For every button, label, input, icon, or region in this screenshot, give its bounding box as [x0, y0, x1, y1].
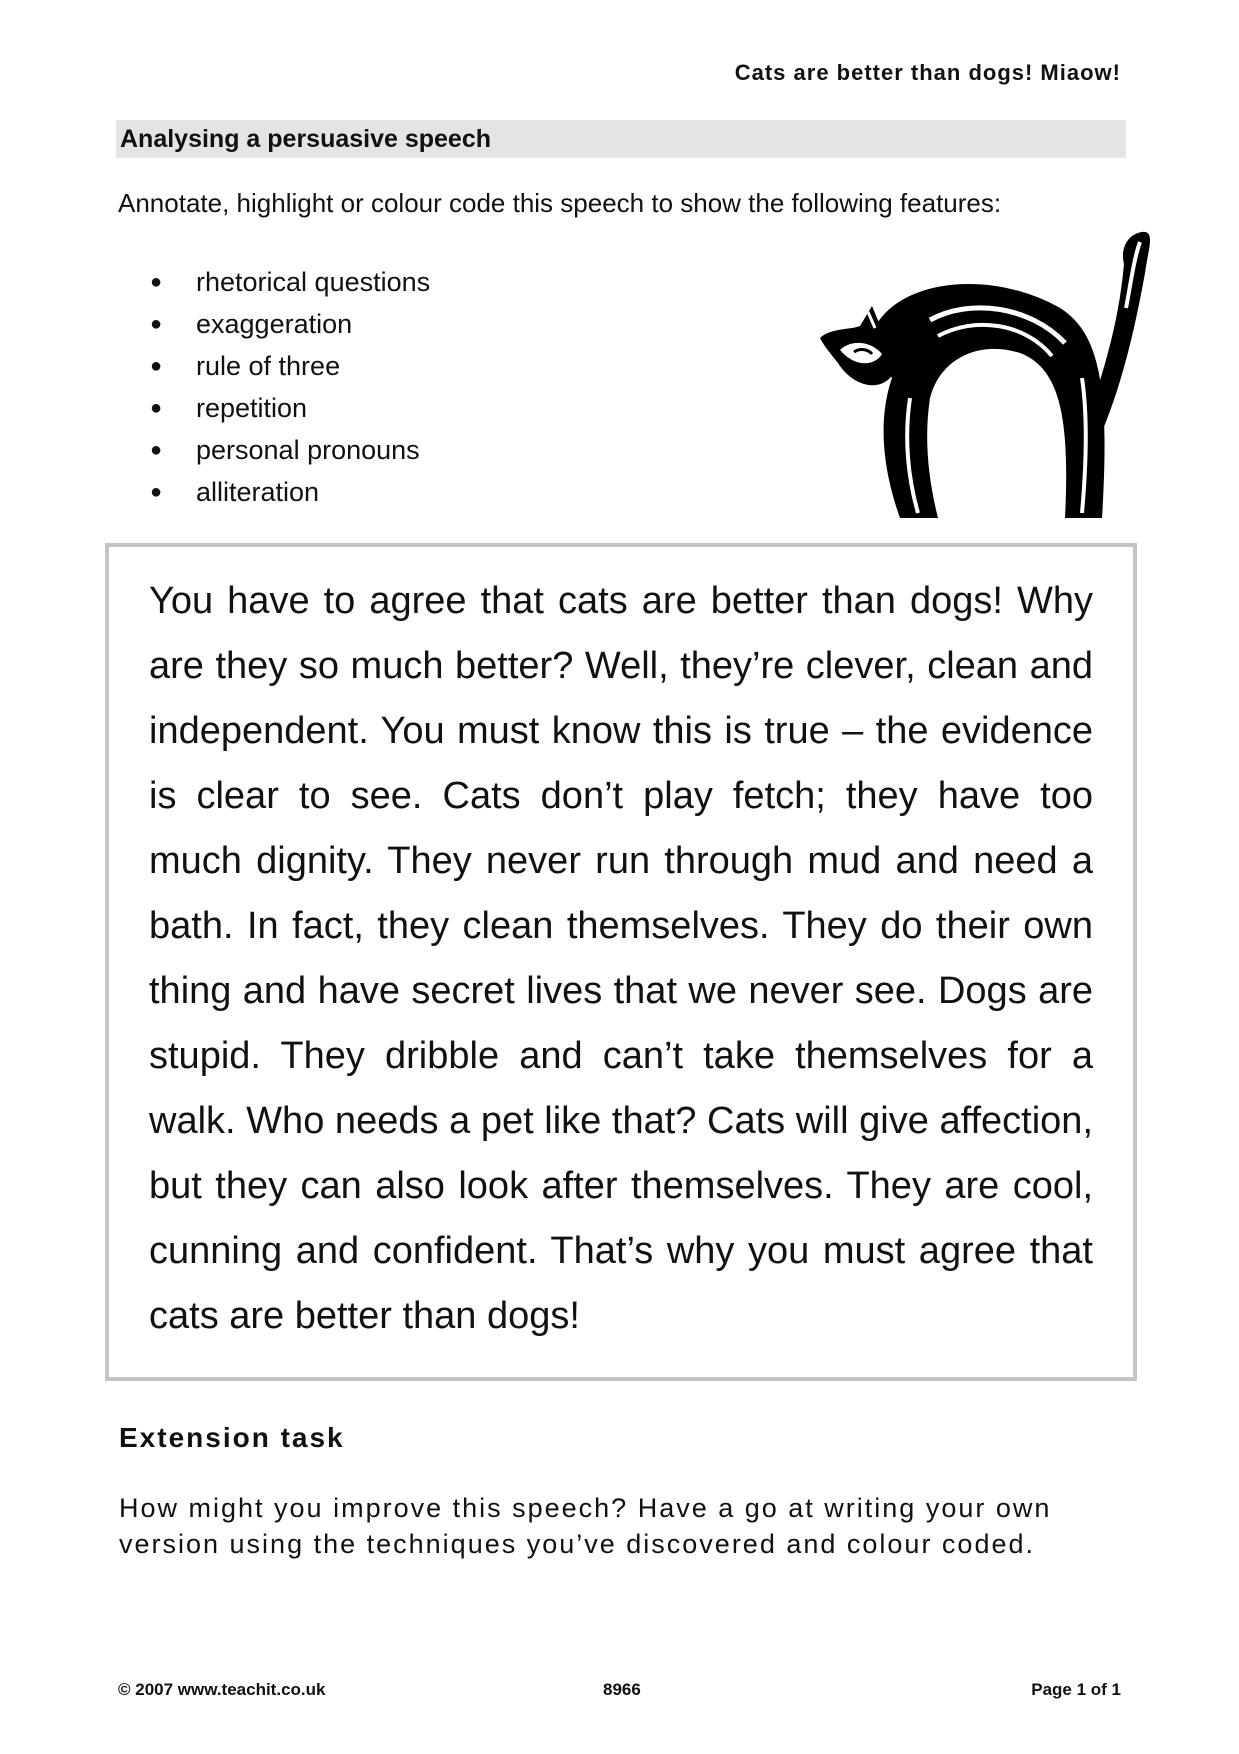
footer-code: 8966: [603, 1680, 641, 1699]
feature-label: repetition: [196, 392, 308, 423]
feature-label: personal pronouns: [196, 434, 420, 465]
extension-task-body: How might you improve this speech? Have a go at writing your own version using the techniques you’ve discovered and colour coded.: [119, 1493, 1052, 1559]
bullet-icon: ●: [150, 438, 163, 461]
section-heading: Analysing a persuasive speech: [116, 120, 1126, 158]
feature-label: exaggeration: [196, 308, 353, 339]
bullet-icon: ●: [150, 480, 163, 503]
list-item: [150, 471, 430, 513]
bullet-icon: ●: [150, 312, 163, 335]
feature-label: rule of three: [196, 350, 341, 381]
bullet-icon: ●: [150, 270, 163, 293]
bullet-icon: ●: [150, 354, 163, 377]
speech-text: You have to agree that cats are better than dogs! Why are they so much better? Well, they’re clever, clean and independent. You must know this is true – the evidence is clear to see. Cats don’t play fetch; they have too much dignity. They never run through mud and need a bath. In fact, they clean themselves. They do their own thing and have secret lives that we never see. Dogs are stupid. They dribble and can’t take themselves for a walk. Who needs a pet like that? Cats will give affection, but they can also look after themselves. They are cool, cunning and confident. That’s why you must agree that cats are better than dogs!: [149, 580, 1093, 1337]
instructions-text: Annotate, highlight or colour code this speech to show the following features:: [118, 188, 1002, 218]
feature-label: alliteration: [196, 476, 320, 507]
arched-black-cat-icon: [820, 228, 1160, 528]
footer-page-number: Page 1 of 1: [1031, 1680, 1121, 1699]
feature-label: rhetorical questions: [196, 266, 431, 297]
features-list: [150, 261, 430, 513]
document-title: Cats are better than dogs! Miaow!: [734, 60, 1121, 85]
list-item: [150, 261, 430, 303]
extension-task-title: Extension task: [119, 1422, 345, 1453]
list-item: [150, 429, 430, 471]
list-item: [150, 345, 430, 387]
list-item: [150, 303, 430, 345]
footer-copyright: © 2007 www.teachit.co.uk: [118, 1680, 326, 1699]
speech-box: [105, 543, 1137, 1381]
bullet-icon: ●: [150, 396, 163, 419]
list-item: [150, 387, 430, 429]
